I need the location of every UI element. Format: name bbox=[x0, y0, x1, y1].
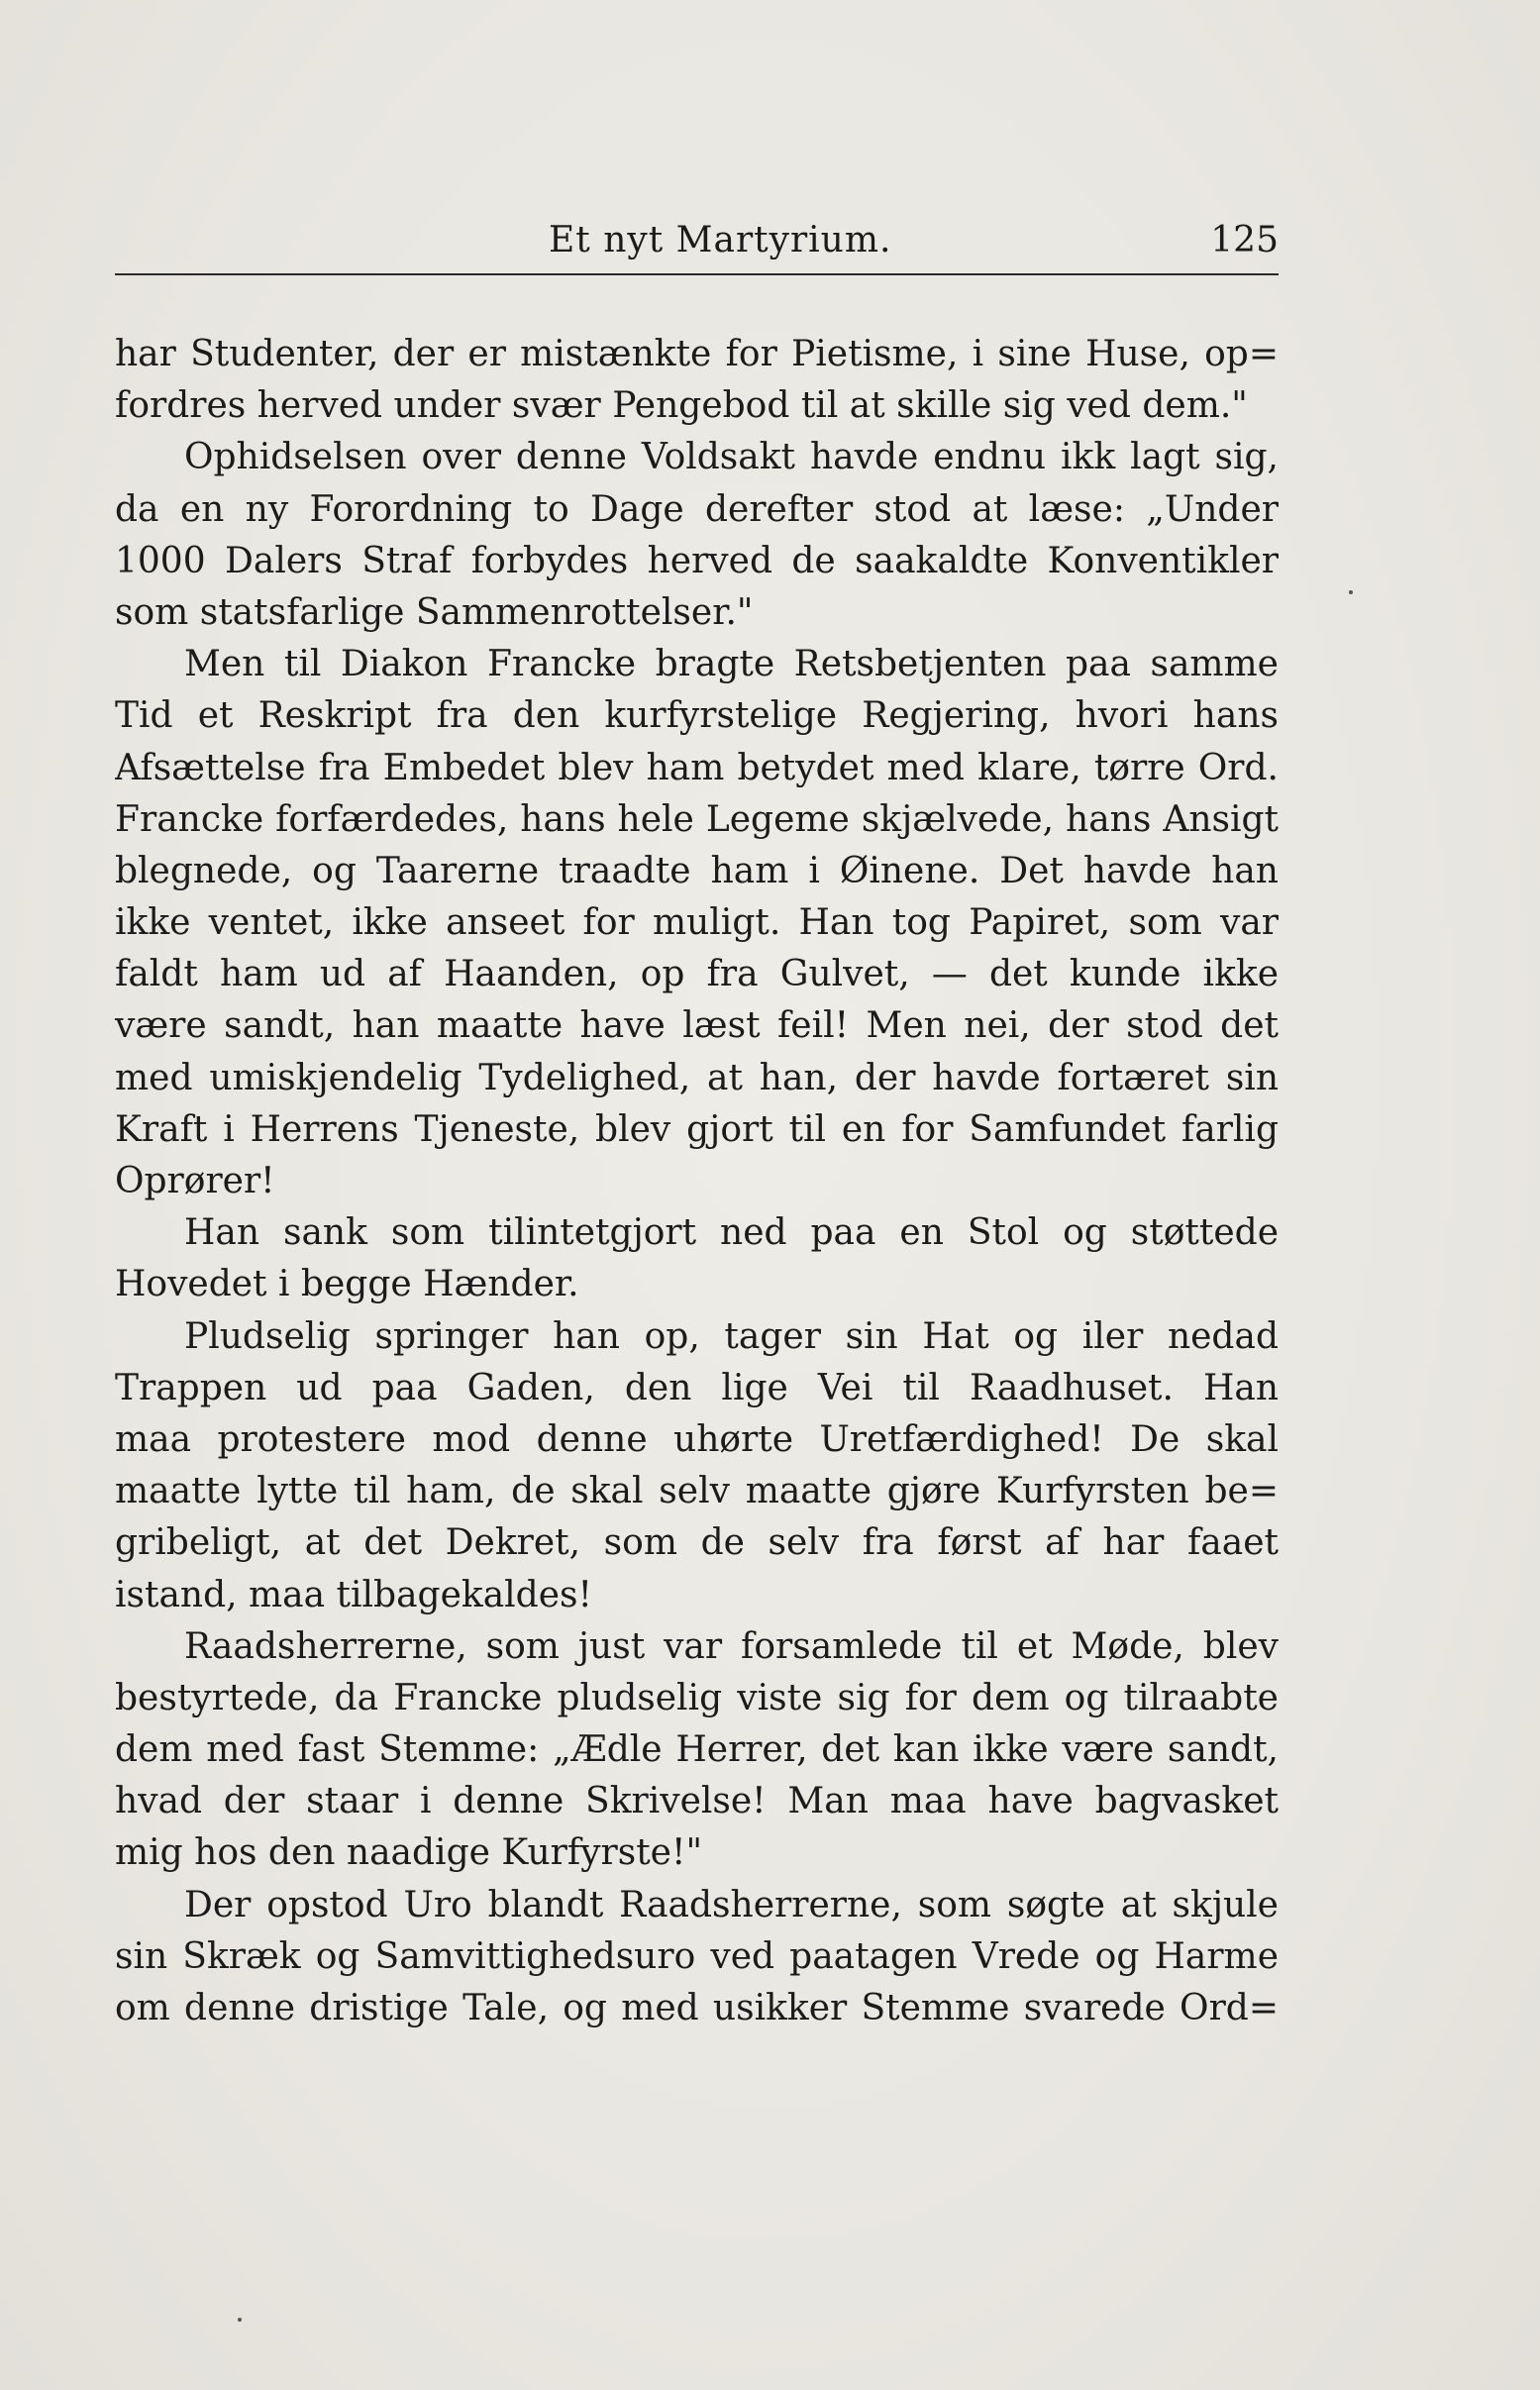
text-line: Ophidselsen over denne Voldsakt havde endnu ikk lagt sig, bbox=[184, 437, 1279, 478]
text-line: maatte lytte til ham, de skal selv maatte gjøre Kurfyrsten be= bbox=[115, 1471, 1279, 1512]
text-line: istand, maa tilbagekaldes! bbox=[115, 1574, 592, 1615]
body-text bbox=[115, 329, 1279, 2034]
text-line: Hovedet i begge Hænder. bbox=[115, 1264, 579, 1305]
text-line: Afsættelse fra Embedet blev ham betydet med klare, tørre Ord. bbox=[115, 747, 1279, 788]
text-line: har Studenter, der er mistænkte for Pietisme, i sine Huse, op= bbox=[115, 334, 1279, 374]
text-line: være sandt, han maatte have læst feil! Men nei, der stod det bbox=[115, 1005, 1279, 1047]
page-number: 125 bbox=[1210, 220, 1279, 260]
text-line: Francke forfærdedes, hans hele Legeme skjælvede, hans Ansigt bbox=[115, 798, 1279, 840]
text-line: blegnede, og Taarerne traadte ham i Øinene. Det havde han bbox=[115, 850, 1279, 891]
text-line: Pludselig springer han op, tager sin Hat og iler nedad bbox=[184, 1315, 1279, 1357]
text-line: Tid et Reskript fra den kurfyrstelige Regjering, hvori hans bbox=[115, 695, 1279, 737]
text-line: dem med fast Stemme: „Ædle Herrer, det kan ikke være sandt, bbox=[115, 1729, 1279, 1771]
text-line: faldt ham ud af Haanden, op fra Gulvet, — det kunde ikke bbox=[115, 954, 1279, 995]
text-line: Raadsherrerne, som just var forsamlede til et Møde, blev bbox=[184, 1625, 1279, 1667]
text-line: Han sank som tilintetgjort ned paa en Stol og støttede bbox=[184, 1212, 1279, 1254]
print-speck bbox=[1349, 590, 1353, 594]
text-line: Oprører! bbox=[115, 1161, 275, 1201]
text-line: 1000 Dalers Straf forbydes herved de saakaldte Konventikler bbox=[115, 540, 1279, 581]
text-line: om denne dristige Tale, og med usikker Stemme svarede Ord= bbox=[115, 1988, 1279, 2028]
text-line: hvad der staar i denne Skrivelse! Man maa have bagvasket bbox=[115, 1781, 1279, 1822]
text-line: Trappen ud paa Gaden, den lige Vei til Raadhuset. Han bbox=[115, 1367, 1279, 1408]
text-line: Kraft i Herrens Tjeneste, blev gjort til en for Samfundet farlig bbox=[115, 1108, 1279, 1150]
text-line: med umiskjendelig Tydelighed, at han, der havde fortæret sin bbox=[115, 1057, 1279, 1098]
text-line: fordres herved under svær Pengebod til at skille sig ved dem." bbox=[115, 385, 1248, 427]
text-line: Der opstod Uro blandt Raadsherrerne, som søgte at skjule bbox=[184, 1884, 1279, 1925]
print-speck bbox=[238, 2318, 242, 2322]
text-line: da en ny Forordning to Dage derefter stod at læse: „Under bbox=[115, 488, 1279, 530]
text-line: mig hos den naadige Kurfyrste!" bbox=[115, 1832, 702, 1874]
text-line: sin Skræk og Samvittighedsuro ved paatagen Vrede og Harme bbox=[115, 1935, 1279, 1977]
text-line: maa protestere mod denne uhørte Uretfærdighed! De skal bbox=[115, 1418, 1279, 1460]
text-line: ikke ventet, ikke anseet for muligt. Han tog Papiret, som var bbox=[115, 902, 1279, 944]
running-title: Et nyt Martyrium. bbox=[549, 220, 892, 260]
text-line: Men til Diakon Francke bragte Retsbetjenten paa samme bbox=[184, 644, 1279, 685]
header-rule bbox=[115, 273, 1279, 275]
text-line: bestyrtede, da Francke pludselig viste sig for dem og tilraabte bbox=[115, 1677, 1279, 1718]
page-header bbox=[115, 220, 1279, 269]
text-line: gribeligt, at det Dekret, som de selv fra først af har faaet bbox=[115, 1522, 1279, 1564]
text-line: som statsfarlige Sammenrottelser." bbox=[115, 591, 754, 633]
